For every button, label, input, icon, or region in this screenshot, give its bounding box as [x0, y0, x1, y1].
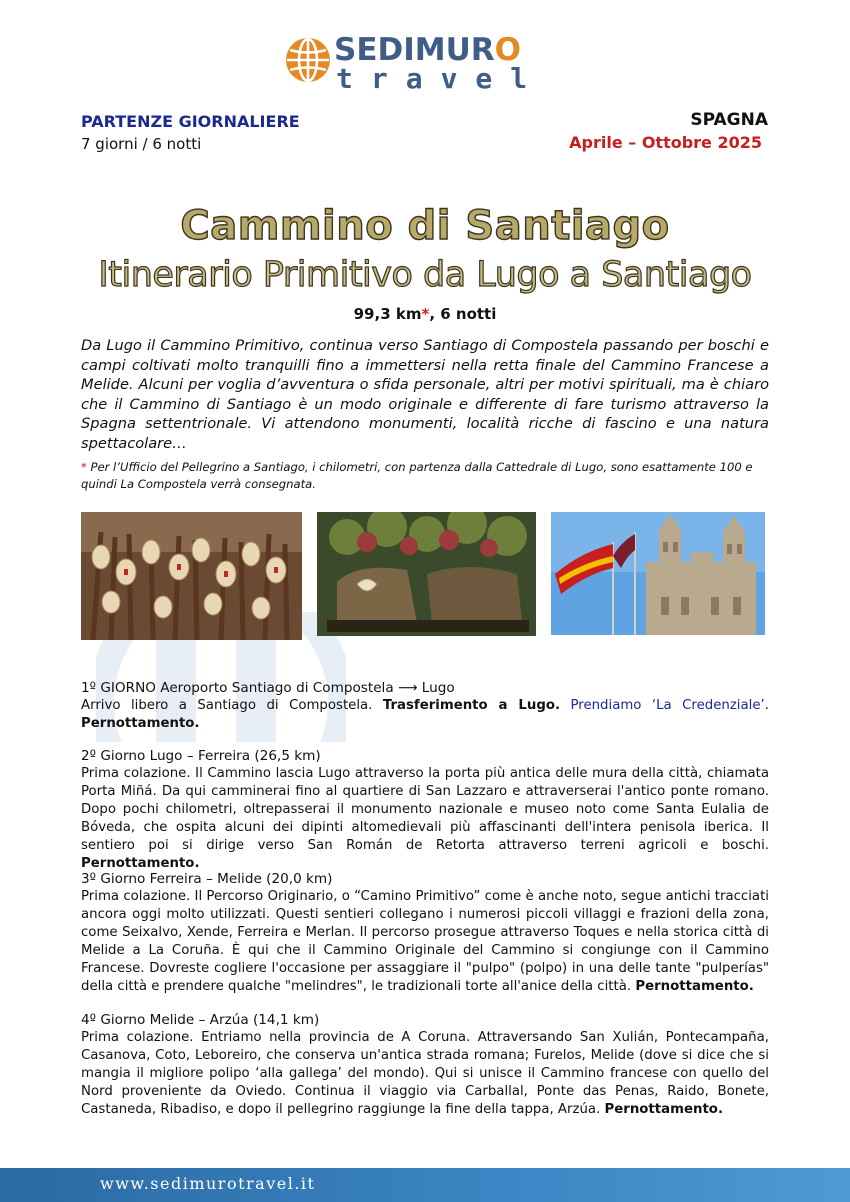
distance-summary: 99,3 km*, 6 notti [353, 305, 497, 323]
page-title: Cammino di Santiago [180, 203, 670, 249]
day-3-text: Prima colazione. Il Percorso Originario, o “Camino Primitivo” come è anche noto, segue antichi tracciati ancora oggi molto utilizzati. Questi sentieri collegano i numerosi piccoli villaggi e frazioni della zona, come Seixalvo, Xende, Ferreira e Merlan. Il percorso prosegue attraverso Toques e nella storica città di Melide a La Coruña. È qui che il Cammino Originale del Cammino si congiunge con il Cammino Francese. Dovreste cogliere l'occasione per assaggiare il "pulpo" (polpo) in una delle tante "pulperías" della città e prendere qualche "melindres", le tradizionali torte all'anice della città. Pernottamento. [81, 889, 769, 994]
period-label: Aprile – Ottobre 2025 [569, 133, 762, 152]
day-2-section [81, 747, 769, 873]
hiking-boots-planter-photo [317, 512, 536, 636]
footnote: * Per l’Ufficio del Pellegrino a Santiago, i chilometri, con partenza dalla Cattedrale di Lugo, sono esattamente 100 e quindi La Compostela verrà consegnata. [81, 460, 753, 491]
day-2-title: 2º Giorno Lugo – Ferreira (26,5 km) [81, 748, 321, 764]
pilgrim-staffs-photo [81, 512, 302, 640]
header-right [569, 110, 768, 152]
globe-icon [284, 36, 332, 84]
intro-paragraph: Da Lugo il Cammino Primitivo, continua verso Santiago di Compostela passando per boschi e campi coltivati molto tranquilli fino a immettersi nella retta finale del Cammino Francese a Melide. Alcuni per voglia d’avventura o sfida personale, altri per motivi spirituali, ma è chiaro che il Cammino di Santiago è un modo originale e differente di fare turismo attraverso la Spagna settentrionale. Vi attendono monumenti, località ricche di fascino e una natura spettacolare… [81, 337, 769, 452]
day-4-text: Prima colazione. Entriamo nella provincia de A Coruna. Attraversando San Xulián, Pontecampaña, Casanova, Coto, Leboreiro, che conserva un'antica strada romana; Furelos, Melide (dove si dice che si mangia il migliore polipo ‘alla gallega’ del mondo). Qui si unisce il Cammino francese con quello del Nord proveniente da Oviedo. Continua il viaggio via Carballal, Ponte das Penas, Raido, Bonete, Castaneda, Ribadiso, e dopo il pellegrino raggiunge la fine della tappa, Arzúa. Pernottamento. [81, 1030, 769, 1117]
day-3-section [81, 870, 769, 996]
logo-subtitle: travel [336, 62, 546, 95]
cathedral-flags-photo [551, 512, 765, 635]
day-1-section [81, 679, 769, 733]
logo-wordmark: SEDIMURO [334, 32, 522, 68]
departures-label: PARTENZE GIORNALIERE [81, 112, 300, 131]
header-left [81, 112, 300, 153]
day-3-title: 3º Giorno Ferreira – Melide (20,0 km) [81, 871, 333, 887]
footer-bar [0, 1168, 850, 1202]
day-1-title: 1º GIORNO Aeroporto Santiago di Compostela ⟶ Lugo [81, 680, 455, 696]
day-4-section [81, 1011, 769, 1119]
day-2-text: Prima colazione. Il Cammino lascia Lugo attraverso la porta più antica delle mura della città, chiamata Porta Miñá. Da qui camminerai fino al quartiere di San Lazzaro e attraverserai l'antico ponte romano. Dopo pochi chilometri, oltrepasserai il monumento nazionale e museo noto come Santa Eulalia de Bóveda, che ospita alcuni dei dipinti altomedievali più affascinanti dell'intera penisola iberica. Il sentiero poi si dirige verso San Román de Retorta attraverso terreni agricoli e boschi. Pernottamento. [81, 766, 769, 871]
day-1-text: Arrivo libero a Santiago di Compostela. Trasferimento a Lugo. Prendiamo ‘La Credenziale’. Pernottamento. [81, 698, 769, 731]
asterisk-mark: * [421, 305, 430, 323]
country-label: SPAGNA [690, 110, 768, 130]
sedimuro-travel-logo[interactable] [284, 30, 584, 95]
website-link[interactable]: www.sedimurotravel.it [100, 1174, 316, 1193]
duration-label: 7 giorni / 6 notti [81, 135, 202, 153]
day-4-title: 4º Giorno Melide – Arzúa (14,1 km) [81, 1012, 320, 1028]
page-subtitle: Itinerario Primitivo da Lugo a Santiago [98, 255, 752, 295]
